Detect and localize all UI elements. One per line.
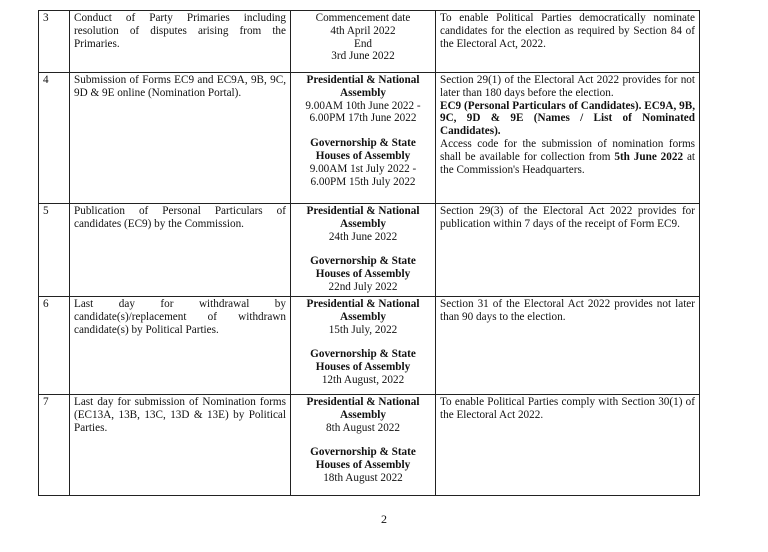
activity-cell: Last day for submission of Nomination forms (EC13A, 13B, 13C, 13D & 13E) by Political Parties. [70,395,291,496]
election-type-heading: Presidential & National Assembly [306,205,420,230]
row-number: 5 [39,204,70,297]
table-row [39,73,700,204]
date-cell [291,297,436,395]
date-line: 9.00AM 10th June 2022 - 6.00PM 17th June 2022 [305,99,421,125]
activity-cell: Publication of Personal Particulars of candidates (EC9) by the Commission. [70,204,291,297]
election-timetable-table [38,10,700,496]
election-type-heading: Presidential & National Assembly [306,298,420,323]
election-type-heading: Presidential & National Assembly [306,396,420,421]
row-number: 3 [39,11,70,73]
remark-cell: Section 31 of the Electoral Act 2022 provides not later than 90 days to the election. [436,297,700,395]
remark-cell [436,73,700,204]
table-row [39,297,700,395]
row-number: 7 [39,395,70,496]
table-row [39,395,700,496]
date-line: 12th August, 2022 [321,373,405,386]
remark-paragraph: EC9 (Personal Particulars of Candidates). EC9A, 9B, 9C, 9D & 9E (Names / List of Nominated Candidates). [440,99,695,138]
activity-cell: Conduct of Party Primaries including resolution of disputes arising from the Primaries. [70,11,291,73]
activity-cell: Submission of Forms EC9 and EC9A, 9B, 9C, 9D & 9E online (Nomination Portal). [70,73,291,204]
election-type-heading: Governorship & State Houses of Assembly [310,446,416,472]
date-line: Commencement date [315,12,411,24]
date-line: 18th August 2022 [323,471,403,484]
date-line: 9.00AM 1st July 2022 - 6.00PM 15th July 2022 [309,162,417,188]
election-type-heading: Governorship & State Houses of Assembly [310,348,416,374]
election-type-heading: Presidential & National Assembly [306,74,420,99]
date-line: 15th July, 2022 [328,323,398,336]
remark-cell: To enable Political Parties democratically nominate candidates for the election as required by Section 84 of the Electoral Act, 2022. [436,11,700,73]
page-number: 2 [381,512,387,526]
remark-cell: Section 29(3) of the Electoral Act 2022 provides for publication within 7 days of the receipt of Form EC9. [436,204,700,297]
activity-cell: Last day for withdrawal by candidate(s)/replacement of withdrawn candidate(s) by Political Parties. [70,297,291,395]
date-line: 8th August 2022 [326,421,400,434]
table-row [39,204,700,297]
date-line: 4th April 2022 [330,24,396,37]
date-cell [291,204,436,297]
date-line: 3rd June 2022 [331,50,395,63]
date-line: End [353,37,373,50]
date-line: 24th June 2022 [328,230,398,243]
row-number: 4 [39,73,70,204]
date-cell [291,73,436,204]
election-type-heading: Governorship & State Houses of Assembly [310,137,416,162]
remark-cell: To enable Political Parties comply with Section 30(1) of the Electoral Act 2022. [436,395,700,496]
remark-paragraph: Section 29(1) of the Electoral Act 2022 provides for not later than 180 days before the election. [440,74,695,99]
date-cell [291,395,436,496]
date-cell [291,11,436,73]
row-number: 6 [39,297,70,395]
remark-paragraph: Access code for the submission of nomination forms shall be available for collection from 5th June 2022 at the Commission's Headquarters. [440,137,696,176]
date-line: 22nd July 2022 [328,280,398,293]
table-row [39,11,700,73]
election-type-heading: Governorship & State Houses of Assembly [310,255,416,281]
